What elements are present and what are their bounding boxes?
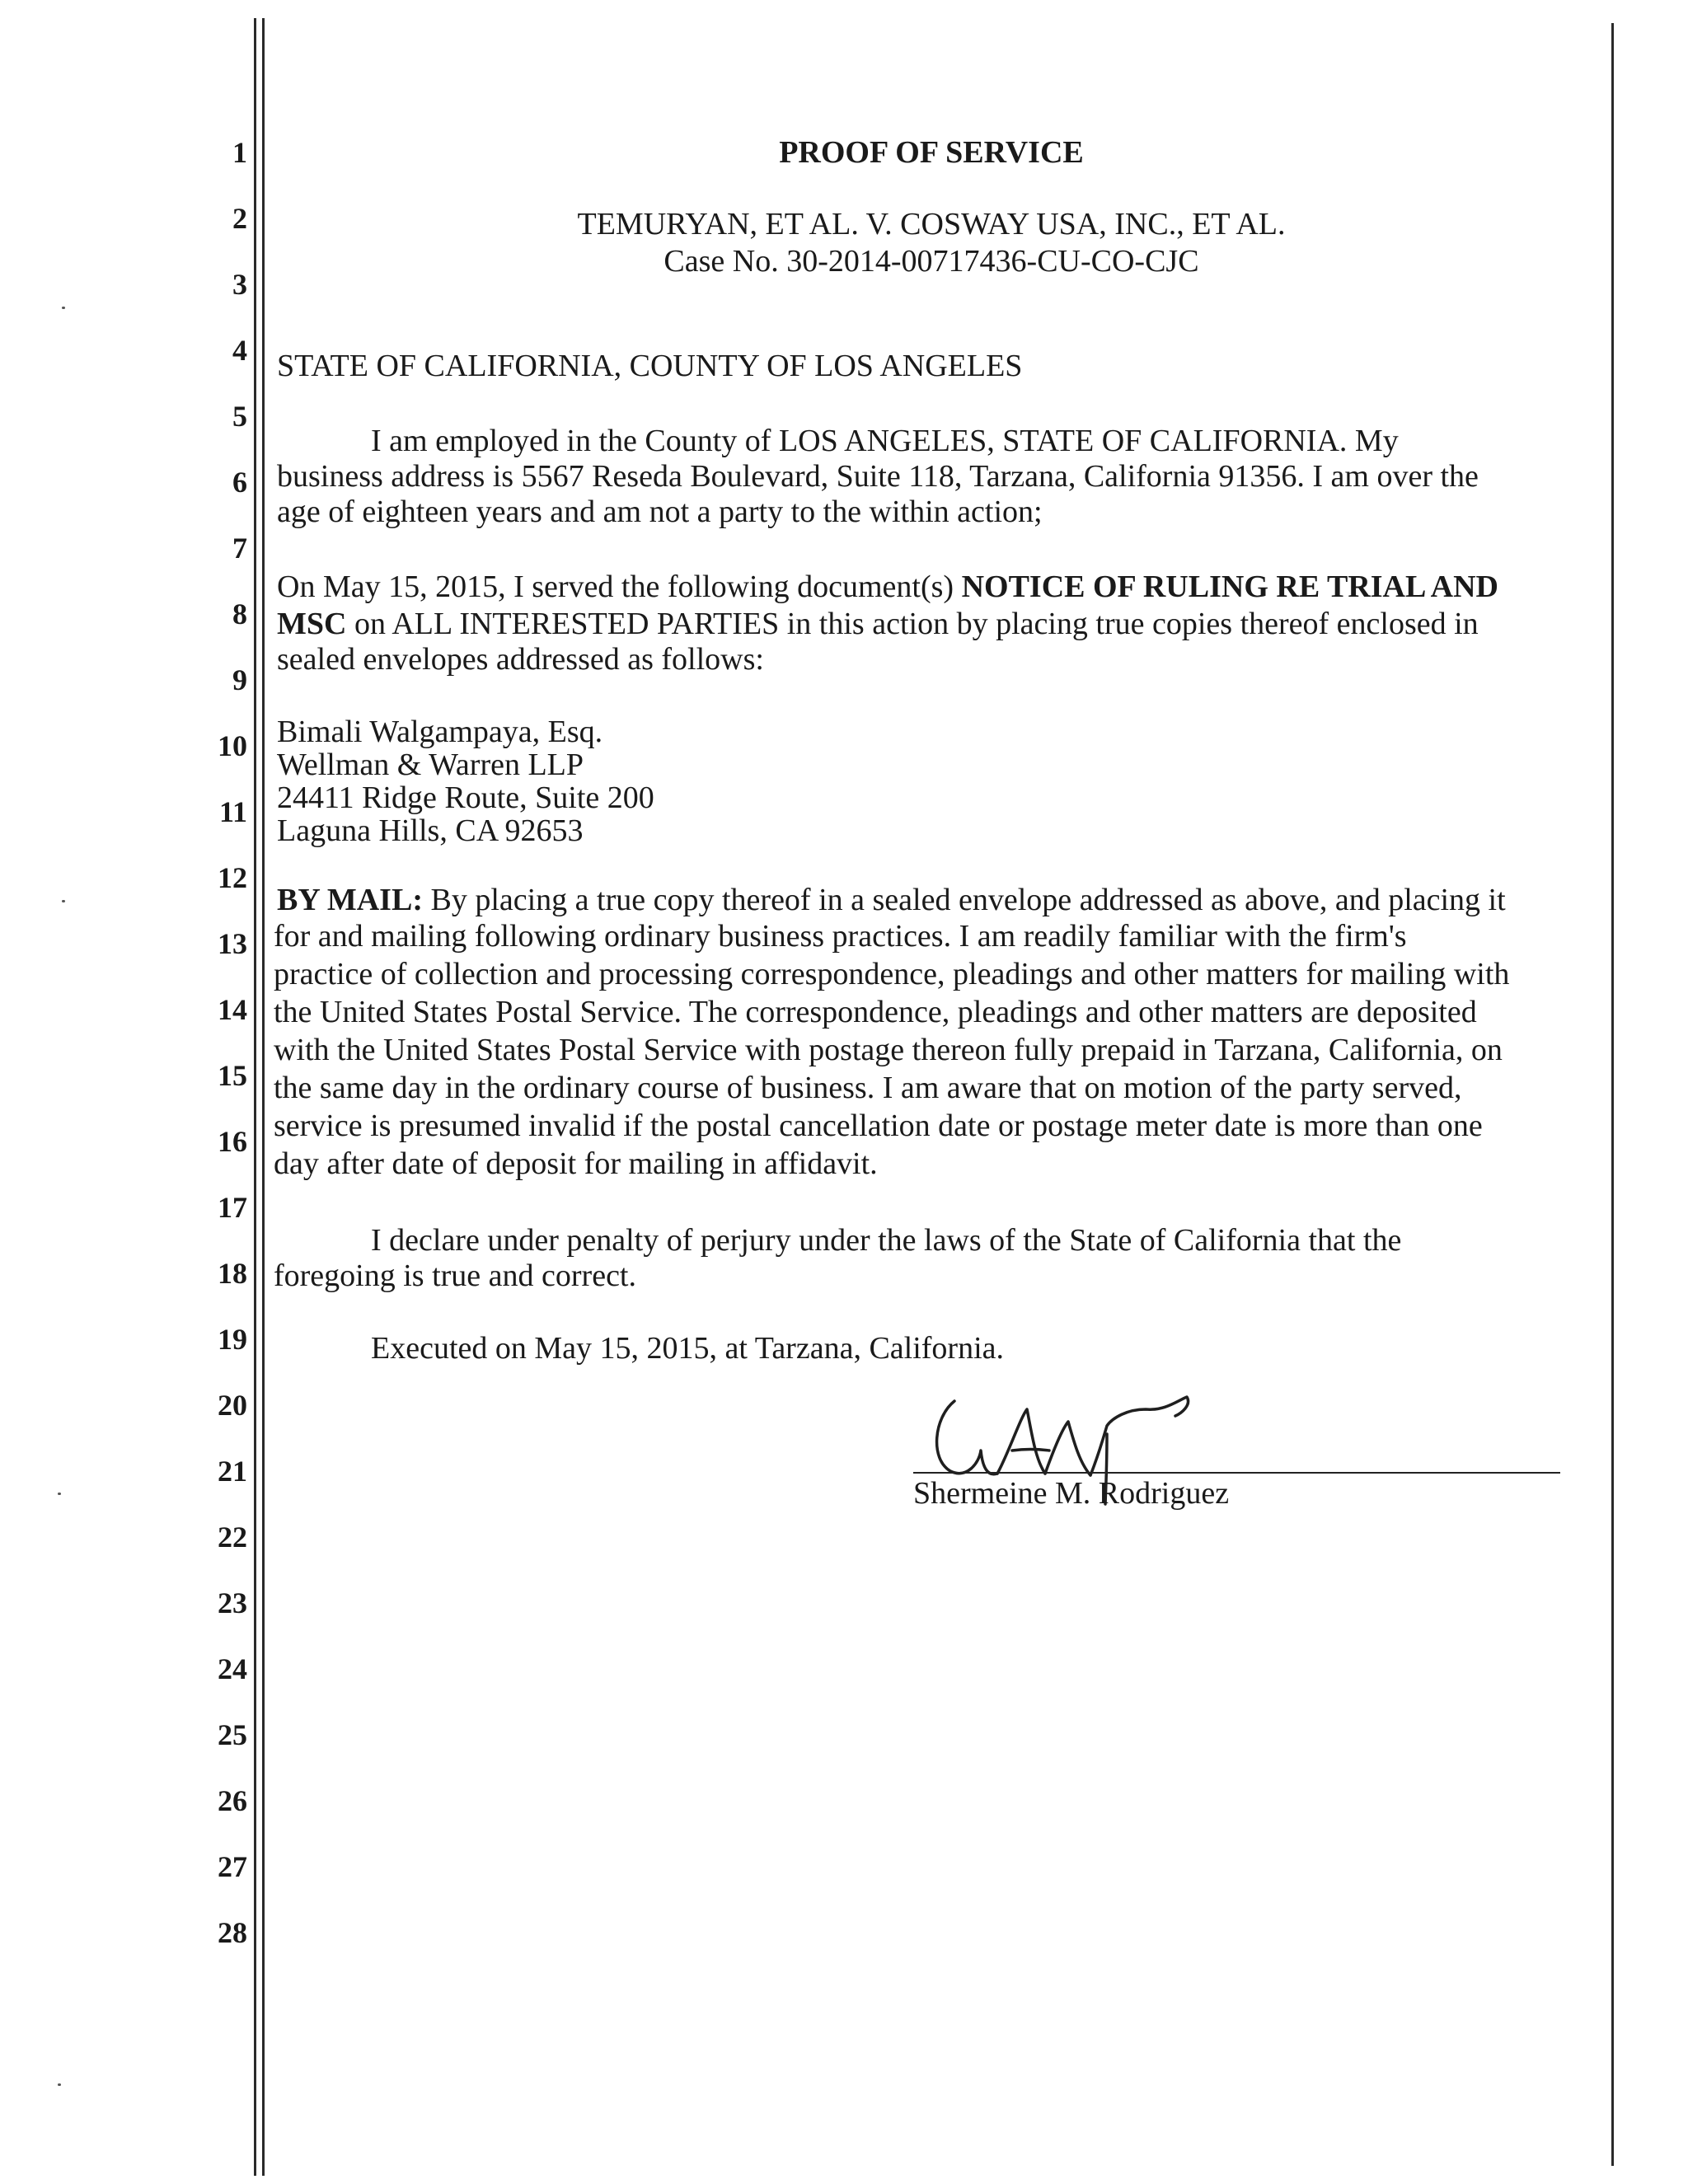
line-number: 14 bbox=[218, 993, 247, 1026]
served-document-title: NOTICE OF RULING RE TRIAL AND bbox=[961, 569, 1498, 604]
by-mail-line: service is presumed invalid if the postal cancellation date or postage meter date is more than one bbox=[274, 1108, 1483, 1143]
service-line-3: sealed envelopes addressed as follows: bbox=[277, 642, 764, 677]
line-number: 22 bbox=[218, 1521, 247, 1554]
served-document-title-cont: MSC bbox=[277, 607, 347, 641]
line-number: 24 bbox=[218, 1652, 247, 1685]
by-mail-line-1 bbox=[277, 882, 1506, 919]
recipient-street: 24411 Ridge Route, Suite 200 bbox=[277, 780, 654, 815]
line-number: 16 bbox=[218, 1125, 247, 1158]
by-mail-line: practice of collection and processing correspondence, pleadings and other matters for mailing with bbox=[274, 957, 1510, 991]
scan-speck bbox=[62, 307, 65, 309]
service-parties: on ALL INTERESTED PARTIES in this action by placing true copies thereof enclosed in bbox=[346, 607, 1479, 641]
employment-line-1: I am employed in the County of LOS ANGELES, STATE OF CALIFORNIA. My bbox=[371, 424, 1399, 458]
scan-speck bbox=[62, 900, 65, 902]
line-number: 13 bbox=[218, 927, 247, 960]
line-number: 9 bbox=[232, 663, 247, 696]
line-number: 1 bbox=[232, 136, 247, 169]
signature-line bbox=[913, 1472, 1560, 1474]
execution-statement: Executed on May 15, 2015, at Tarzana, California. bbox=[371, 1331, 1004, 1366]
line-number: 20 bbox=[218, 1389, 247, 1422]
line-number: 15 bbox=[218, 1059, 247, 1092]
service-line-1 bbox=[277, 569, 1498, 606]
by-mail-text: By placing a true copy thereof in a sealed envelope addressed as above, and placing it bbox=[422, 883, 1506, 917]
service-line-2 bbox=[277, 606, 1479, 643]
line-number: 8 bbox=[232, 598, 247, 630]
case-number: Case No. 30-2014-00717436-CU-CO-CJC bbox=[663, 244, 1199, 279]
line-number: 5 bbox=[232, 400, 247, 433]
line-number: 26 bbox=[218, 1784, 247, 1817]
line-number: 28 bbox=[218, 1916, 247, 1949]
employment-line-3: age of eighteen years and am not a party to the within action; bbox=[277, 494, 1043, 529]
by-mail-line: the same day in the ordinary course of business. I am aware that on motion of the party served, bbox=[274, 1071, 1462, 1105]
recipient-name: Bimali Walgampaya, Esq. bbox=[277, 715, 603, 749]
by-mail-line: with the United States Postal Service with postage thereon fully prepaid in Tarzana, California, on bbox=[274, 1033, 1503, 1067]
scan-speck bbox=[58, 1493, 61, 1495]
line-number: 6 bbox=[232, 466, 247, 499]
venue-heading: STATE OF CALIFORNIA, COUNTY OF LOS ANGELES bbox=[277, 349, 1023, 383]
line-number: 17 bbox=[218, 1191, 247, 1224]
by-mail-label: BY MAIL: bbox=[277, 883, 423, 917]
line-number: 3 bbox=[232, 268, 247, 301]
line-number: 27 bbox=[218, 1850, 247, 1883]
line-number: 12 bbox=[218, 861, 247, 894]
line-number: 10 bbox=[218, 729, 247, 762]
line-number: 18 bbox=[218, 1257, 247, 1290]
recipient-firm: Wellman & Warren LLP bbox=[277, 748, 584, 782]
line-number: 2 bbox=[232, 202, 247, 235]
line-number: 11 bbox=[218, 795, 247, 828]
employment-line-2: business address is 5567 Reseda Boulevard, Suite 118, Tarzana, California 91356. I am over the bbox=[277, 459, 1479, 494]
right-margin-rule bbox=[1611, 23, 1614, 2166]
case-caption: TEMURYAN, ET AL. V. COSWAY USA, INC., ET AL. bbox=[577, 207, 1286, 241]
by-mail-line: for and mailing following ordinary business practices. I am readily familiar with the firm's bbox=[274, 919, 1407, 954]
left-margin-rule bbox=[254, 18, 256, 2176]
service-intro: On May 15, 2015, I served the following document(s) bbox=[277, 569, 962, 604]
declaration-line-1: I declare under penalty of perjury under the laws of the State of California that the bbox=[371, 1223, 1402, 1258]
line-number: 4 bbox=[232, 334, 247, 367]
left-margin-rule-inner bbox=[262, 18, 265, 2176]
line-number: 7 bbox=[232, 532, 247, 565]
recipient-city: Laguna Hills, CA 92653 bbox=[277, 813, 584, 848]
document-title: PROOF OF SERVICE bbox=[779, 135, 1084, 170]
line-number: 19 bbox=[218, 1323, 247, 1356]
by-mail-line: the United States Postal Service. The correspondence, pleadings and other matters are deposited bbox=[274, 995, 1477, 1029]
signatory-name: Shermeine M. Rodriguez bbox=[913, 1476, 1230, 1511]
by-mail-line: day after date of deposit for mailing in affidavit. bbox=[274, 1146, 878, 1181]
declaration-line-2: foregoing is true and correct. bbox=[274, 1258, 636, 1293]
line-number: 25 bbox=[218, 1718, 247, 1751]
line-number: 21 bbox=[218, 1455, 247, 1488]
line-number: 23 bbox=[218, 1586, 247, 1619]
scan-speck bbox=[58, 2083, 61, 2086]
